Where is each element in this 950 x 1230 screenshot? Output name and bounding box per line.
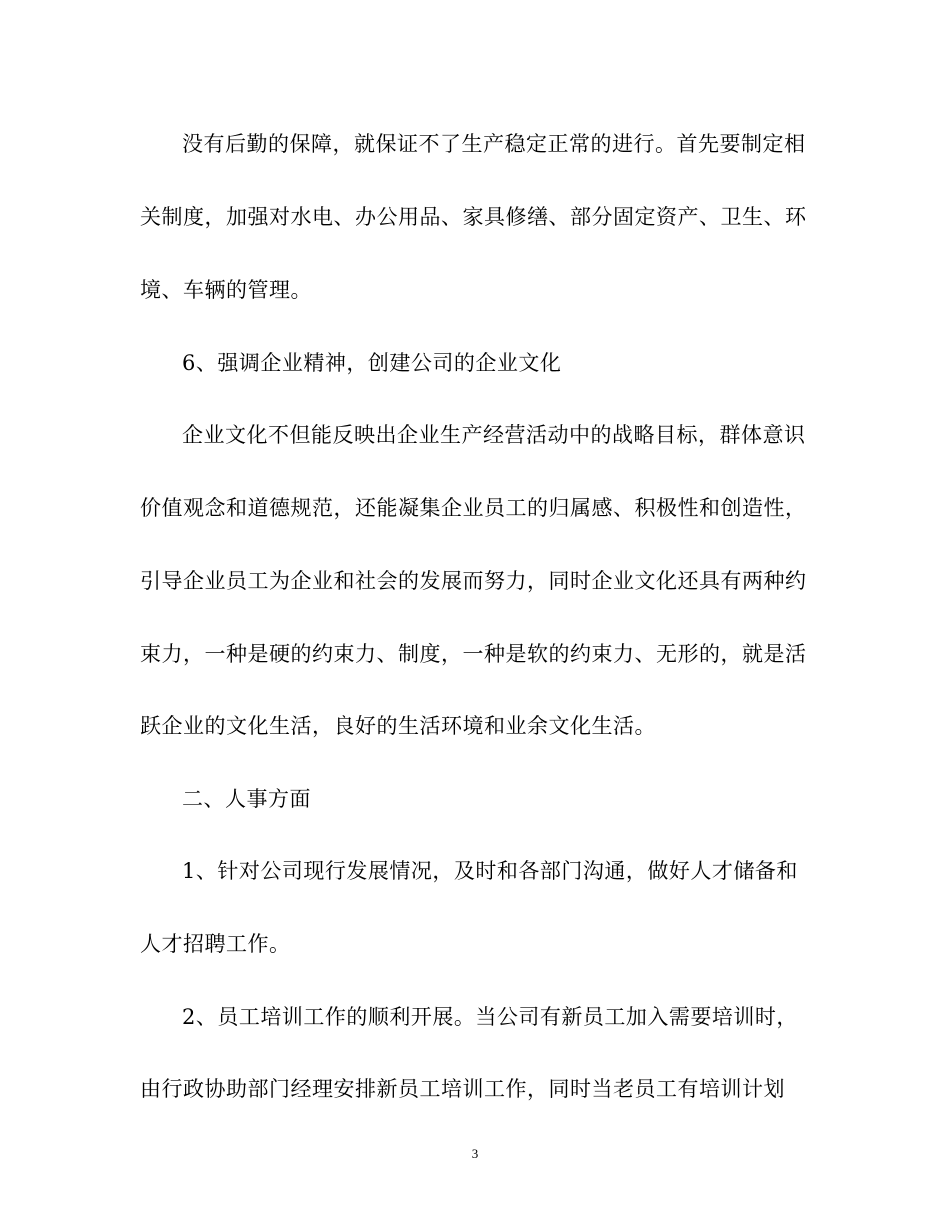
- section-heading: 二、人事方面: [182, 787, 311, 811]
- text-line: 人才招聘工作。: [140, 932, 291, 956]
- text-line: 关制度，加强对水电、办公用品、家具修缮、部分固定资产、卫生、环: [140, 205, 807, 229]
- text-line: 1、针对公司现行发展情况，及时和各部门沟通，做好人才储备和: [182, 859, 798, 883]
- text-line: 境、车辆的管理。: [140, 278, 312, 302]
- text-line: 束力，一种是硬的约束力、制度，一种是软的约束力、无形的，就是活: [140, 642, 807, 666]
- text-line: 企业文化不但能反映出企业生产经营活动中的战略目标，群体意识: [182, 423, 806, 447]
- text-line: 由行政协助部门经理安排新员工培训工作，同时当老员工有培训计划: [140, 1077, 785, 1101]
- section-heading: 6、强调企业精神，创建公司的企业文化: [182, 351, 562, 375]
- text-line: 2、员工培训工作的顺利开展。当公司有新员工加入需要培训时，: [182, 1005, 798, 1029]
- text-line: 没有后勤的保障，就保证不了生产稳定正常的进行。首先要制定相: [182, 132, 806, 156]
- text-line: 跃企业的文化生活，良好的生活环境和业余文化生活。: [140, 714, 656, 738]
- text-line: 引导企业员工为企业和社会的发展而努力，同时企业文化还具有两种约: [140, 569, 807, 593]
- text-line: 价值观念和道德规范，还能凝集企业员工的归属感、积极性和创造性，: [140, 496, 807, 520]
- page-number: 3: [471, 1146, 479, 1161]
